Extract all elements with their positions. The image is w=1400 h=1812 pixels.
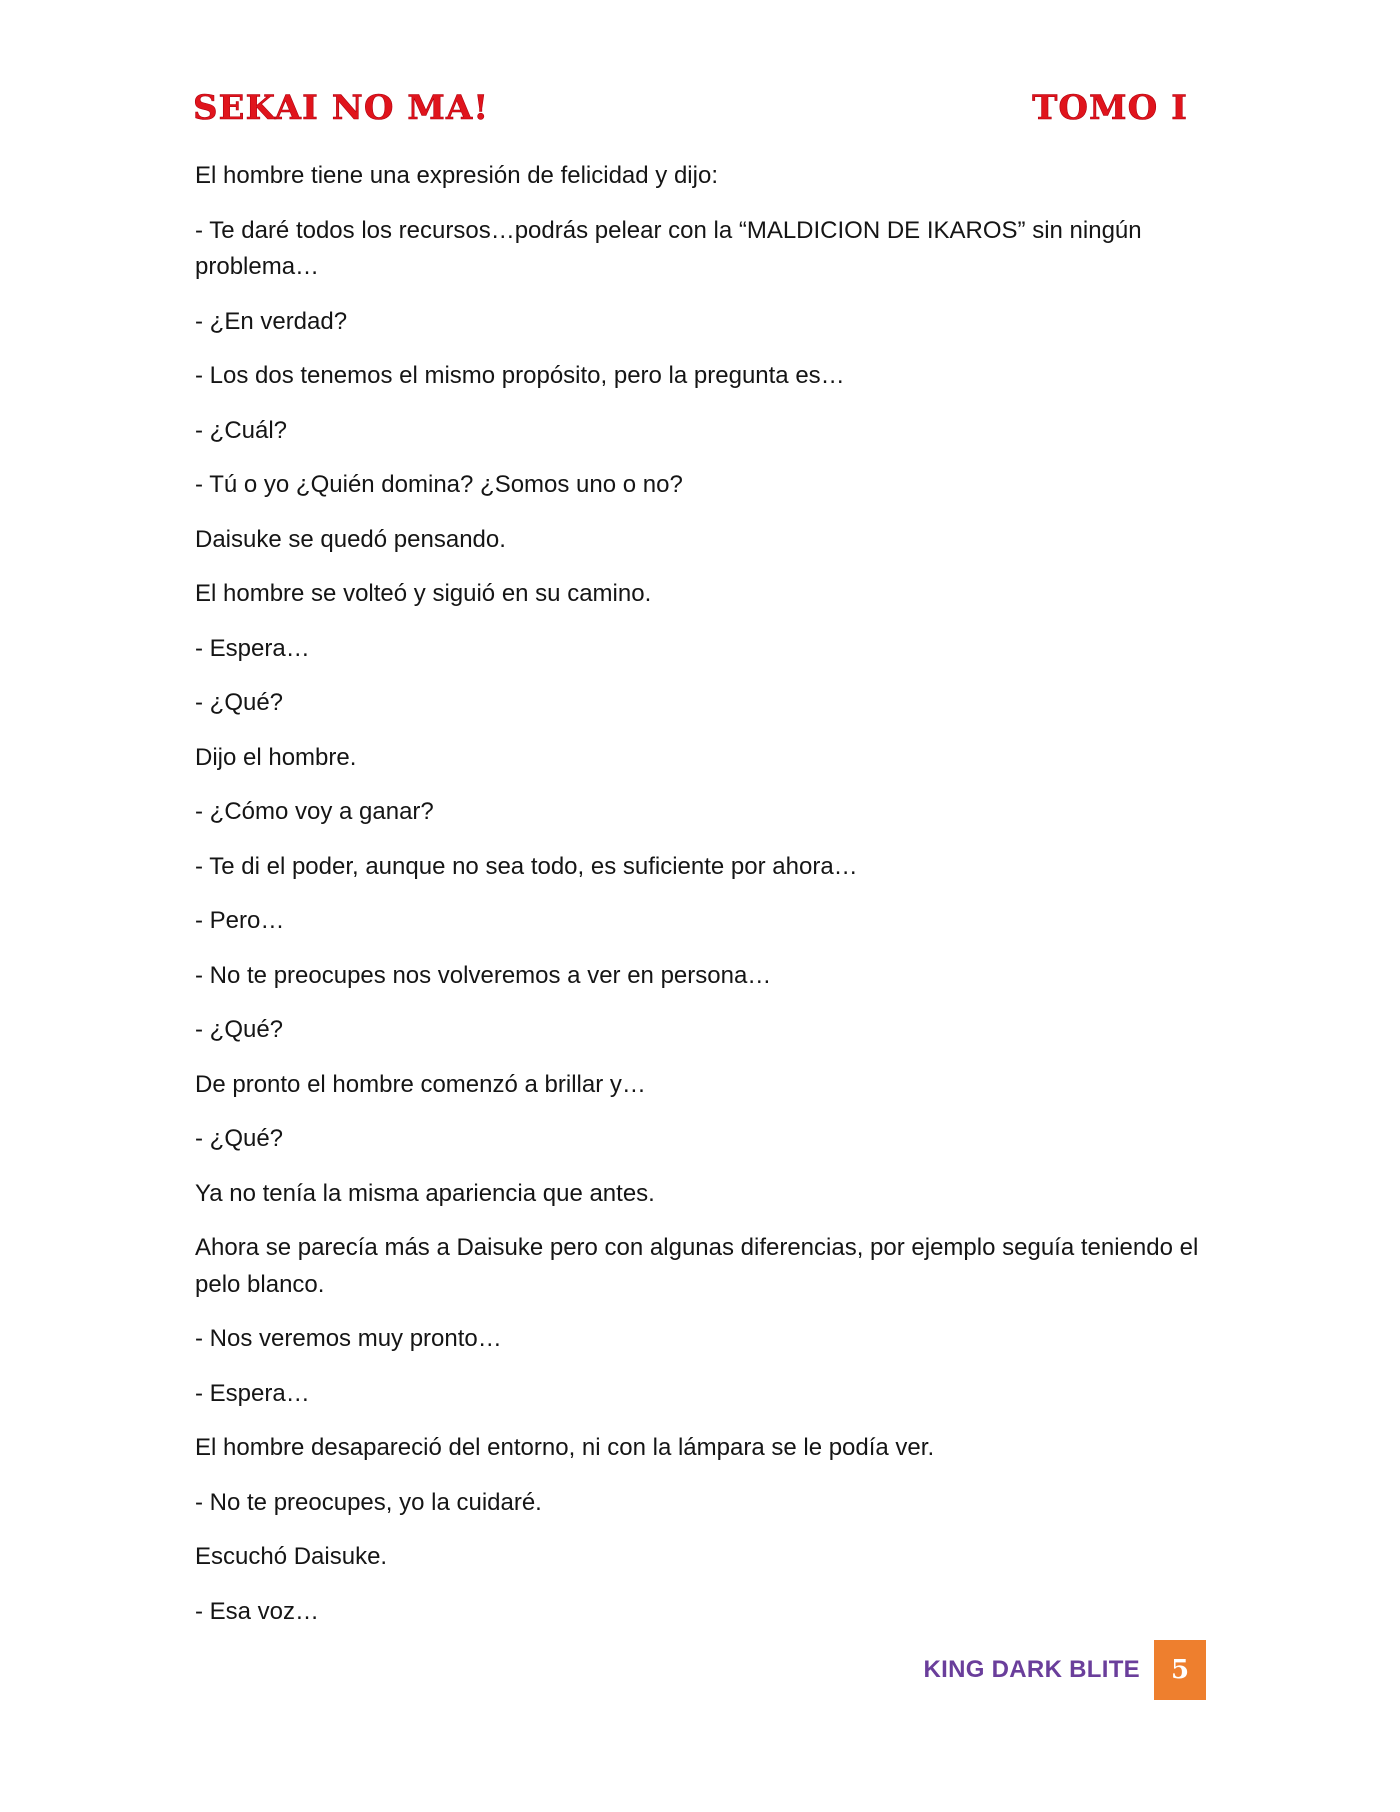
- paragraph: - Tú o yo ¿Quién domina? ¿Somos uno o no?: [195, 471, 683, 498]
- paragraph: El hombre desapareció del entorno, ni con la lámpara se le podía ver.: [195, 1434, 935, 1461]
- paragraph: - ¿Qué?: [195, 1016, 284, 1043]
- page-body: [195, 158, 1210, 1648]
- paragraph: Ya no tenía la misma apariencia que antes.: [195, 1179, 655, 1207]
- page-footer: [924, 1640, 1207, 1700]
- paragraph: - ¿Cuál?: [195, 416, 288, 444]
- paragraph: - Te di el poder, aunque no sea todo, es suficiente por ahora…: [195, 852, 858, 880]
- paragraph: - No te preocupes, yo la cuidaré.: [195, 1488, 542, 1516]
- paragraph: - ¿Qué?: [195, 689, 284, 716]
- paragraph: - Espera…: [195, 634, 310, 662]
- paragraph: - Nos veremos muy pronto…: [195, 1325, 502, 1352]
- paragraph: - Los dos tenemos el mismo propósito, pero la pregunta es…: [195, 362, 845, 389]
- volume-label: TOMO I: [1032, 88, 1188, 128]
- author-name: KING DARK BLITE: [923, 1656, 1140, 1683]
- paragraph: - ¿Qué?: [195, 1125, 284, 1152]
- paragraph: El hombre se volteó y siguió en su camino.: [195, 580, 652, 607]
- paragraph: - Pero…: [195, 907, 285, 934]
- paragraph: Dijo el hombre.: [195, 743, 357, 771]
- paragraph: - ¿En verdad?: [195, 307, 348, 335]
- paragraph: El hombre tiene una expresión de felicidad y dijo:: [195, 162, 718, 189]
- paragraph: - No te preocupes nos volveremos a ver en persona…: [195, 961, 772, 989]
- paragraph: Daisuke se quedó pensando.: [195, 525, 506, 553]
- paragraph: - ¿Cómo voy a ganar?: [195, 798, 434, 825]
- page-number-badge: 5: [1154, 1640, 1206, 1700]
- paragraph: Escuchó Daisuke.: [195, 1543, 388, 1570]
- paragraph: - Te daré todos los recursos…podrás pelear con la “MALDICION DE IKAROS” sin ningún problema…: [195, 216, 1142, 280]
- paragraph: Ahora se parecía más a Daisuke pero con algunas diferencias, por ejemplo seguía teniendo el pelo blanco.: [195, 1234, 1199, 1298]
- paragraph: - Espera…: [195, 1379, 310, 1407]
- paragraph: De pronto el hombre comenzó a brillar y…: [195, 1070, 646, 1098]
- paragraph: - Esa voz…: [195, 1597, 320, 1625]
- book-title: SEKAI NO MA!: [193, 88, 490, 128]
